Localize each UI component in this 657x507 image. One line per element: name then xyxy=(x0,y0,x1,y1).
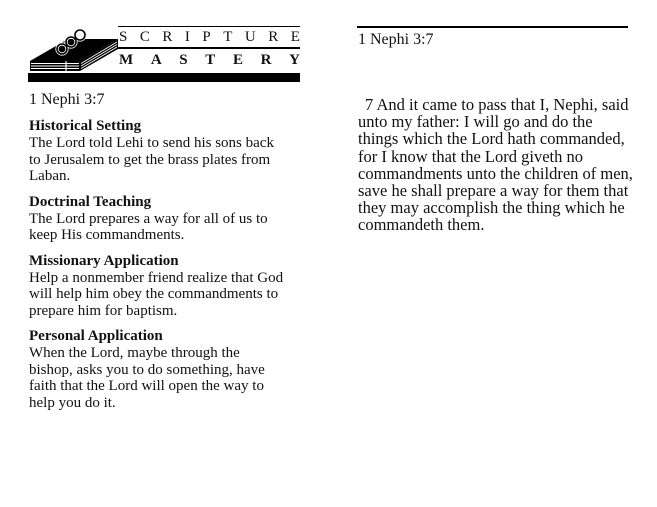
scripture-mastery-header xyxy=(28,22,303,84)
verse-text: 7 And it came to pass that I, Nephi, said unto my father: I will go and do the things which the Lord hath commanded, for I know that the Lord giveth no commandments unto the children of men, save he shall prepare a way for them that they may accomplish the thing which he commandeth them. xyxy=(358,95,633,235)
section-heading: Missionary Application xyxy=(29,252,179,269)
scripture-reference: 1 Nephi 3:7 xyxy=(29,91,105,108)
section-heading: Historical Setting xyxy=(29,118,142,134)
section-body: Help a nonmember friend realize that God will help him obey the commandments to prepare him for baptism. xyxy=(29,269,284,319)
section-heading: Personal Application xyxy=(29,328,163,344)
title-mastery: M A S T E R Y xyxy=(119,52,300,68)
top-rule xyxy=(357,26,628,28)
section-historical-setting xyxy=(29,118,303,185)
card-front xyxy=(28,22,303,411)
header-bar xyxy=(28,73,300,82)
section-missionary-application xyxy=(29,253,303,320)
title-top-rule xyxy=(118,26,300,27)
title-middle-rule xyxy=(118,47,300,49)
section-personal-application xyxy=(29,328,303,411)
section-body: When the Lord, maybe through the bishop, asks you to do something, have faith that the Lord will open the way to help you do it. xyxy=(29,345,265,411)
section-doctrinal-teaching xyxy=(29,194,303,244)
section-heading: Doctrinal Teaching xyxy=(29,193,152,210)
spiral-notebook-icon xyxy=(28,25,120,71)
title-scripture: S C R I P T U R E xyxy=(119,29,300,45)
section-body: The Lord prepares a way for all of us to keep His commandments. xyxy=(29,210,268,243)
title-block xyxy=(118,26,300,70)
section-body: The Lord told Lehi to send his sons back to Jerusalem to get the brass plates from Laban. xyxy=(29,135,274,184)
card-back xyxy=(357,26,633,235)
scripture-reference: 1 Nephi 3:7 xyxy=(358,31,434,48)
